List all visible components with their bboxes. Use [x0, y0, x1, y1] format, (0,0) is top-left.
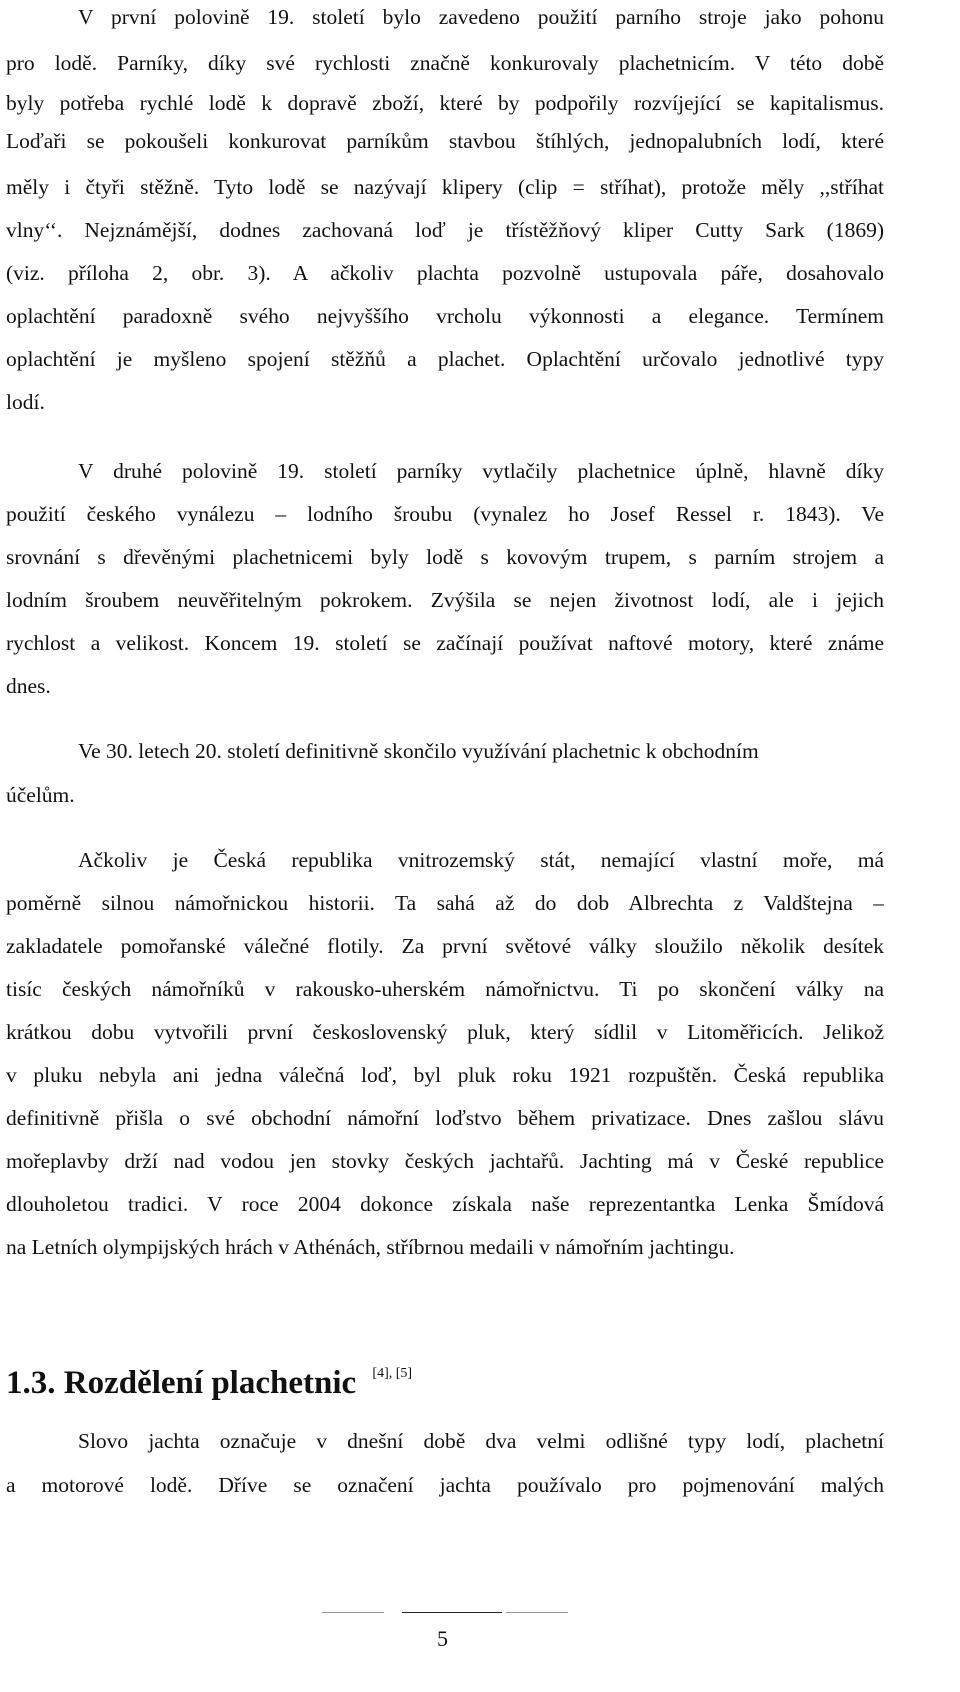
text-line: dnes.	[6, 674, 51, 698]
text-line: V druhé polovině 19. století parníky vytlačily plachetnice úplně, hlavně díky	[78, 459, 884, 483]
text-line: zakladatele pomořanské válečné flotily. Za první světové války sloužilo několik desítek	[6, 934, 884, 958]
text-line: použití českého vynálezu – lodního šroubu (vynalez ho Josef Ressel r. 1843). Ve	[6, 502, 884, 526]
text-line: oplachtění je myšleno spojení stěžňů a plachet. Oplachtění určovalo jednotlivé typy	[6, 347, 884, 371]
text-line: a motorové lodě. Dříve se označení jachta používalo pro pojmenování malých	[6, 1473, 884, 1497]
text-line: byly potřeba rychlé lodě k dopravě zboží, které by podpořily rozvíjející se kapitalismus.	[6, 91, 884, 115]
text-line: Ačkoliv je Česká republika vnitrozemský stát, nemající vlastní moře, má	[78, 848, 884, 872]
section-citation: [4], [5]	[372, 1366, 413, 1381]
text-line: srovnání s dřevěnými plachetnicemi byly lodě s kovovým trupem, s parním strojem a	[6, 545, 884, 569]
text-line: měly i čtyři stěžně. Tyto lodě se nazývají klipery (clip = stříhat), protože měly ,,stříhat	[6, 175, 884, 199]
page-number: 5	[437, 1626, 448, 1651]
footer-rule	[322, 1612, 384, 1613]
text-line: tisíc českých námořníků v rakousko-uherském námořnictvu. Ti po skončení války na	[6, 977, 884, 1001]
text-line: Ve 30. letech 20. století definitivně skončilo využívání plachetnic k obchodním	[78, 739, 759, 763]
text-line: pro lodě. Parníky, díky své rychlosti značně konkurovaly plachetnicím. V této době	[6, 51, 884, 75]
text-line: mořeplavby drží nad vodou jen stovky českých jachtařů. Jachting má v České republice	[6, 1149, 884, 1173]
text-line: Slovo jachta označuje v dnešní době dva velmi odlišné typy lodí, plachetní	[78, 1429, 884, 1453]
text-line: Loďaři se pokoušeli konkurovat parníkům stavbou štíhlých, jednopalubních lodí, které	[6, 129, 884, 153]
text-line: lodí.	[6, 390, 45, 414]
text-line: dlouholetou tradici. V roce 2004 dokonce získala naše reprezentantka Lenka Šmídová	[6, 1192, 884, 1216]
text-line: lodním šroubem neuvěřitelným pokrokem. Zvýšila se nejen životnost lodí, ale i jejich	[6, 588, 884, 612]
footer-rule	[506, 1612, 568, 1613]
section-number: 1.3.	[6, 1365, 56, 1401]
text-line: (viz. příloha 2, obr. 3). A ačkoliv plachta pozvolně ustupovala páře, dosahovalo	[6, 261, 884, 285]
text-line: vlny‘‘. Nejznámější, dodnes zachovaná loď je třístěžňový kliper Cutty Sark (1869)	[6, 218, 884, 242]
text-line: definitivně přišla o své obchodní námořní loďstvo během privatizace. Dnes zašlou slávu	[6, 1106, 884, 1130]
section-heading	[6, 1352, 412, 1405]
footer-rule	[402, 1612, 502, 1613]
text-line: V první polovině 19. století bylo zavedeno použití parního stroje jako pohonu	[78, 5, 884, 29]
text-line: oplachtění paradoxně svého nejvyššího vrcholu výkonnosti a elegance. Termínem	[6, 304, 884, 328]
text-line: rychlost a velikost. Koncem 19. století se začínají používat naftové motory, které známe	[6, 631, 884, 655]
text-line: na Letních olympijských hrách v Athénách, stříbrnou medaili v námořním jachtingu.	[6, 1235, 735, 1259]
text-line: v pluku nebyla ani jedna válečná loď, byl pluk roku 1921 rozpuštěn. Česká republika	[6, 1063, 884, 1087]
section-title: Rozdělení plachetnic	[63, 1365, 357, 1401]
text-line: účelům.	[6, 783, 75, 807]
text-line: poměrně silnou námořnickou historii. Ta sahá až do dob Albrechta z Valdštejna –	[6, 891, 884, 915]
text-line: krátkou dobu vytvořili první československý pluk, který sídlil v Litoměřicích. Jelikož	[6, 1020, 884, 1044]
